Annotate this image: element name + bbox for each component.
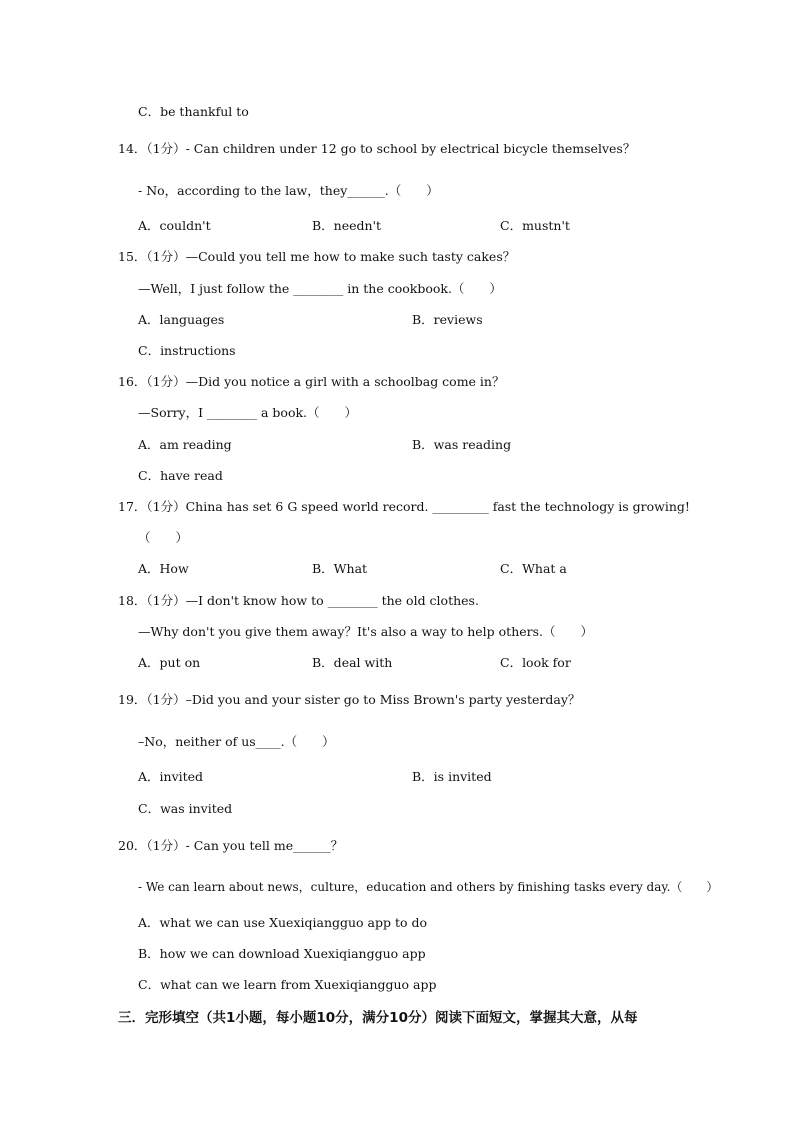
q15-reply: —Well，I just follow the ________ in the cookbook.（ ） (138, 281, 502, 296)
q18-option-c: C．look for (500, 655, 571, 670)
q18-reply: —Why don't you give them away？It's also a way to help others.（ ） (138, 624, 594, 639)
q19-option-a: A．invited (138, 769, 204, 784)
q16-option-b: B．was reading (412, 437, 512, 452)
section-3-heading: 三．完形填空（共1小题，每小题10分，满分10分）阅读下面短文，掌握其大意，从每 (118, 1010, 638, 1026)
q20-option-c: C．what can we learn from Xuexiqiangguo app (138, 977, 437, 992)
q17-option-b: B．What (312, 561, 368, 576)
q15-option-b: B．reviews (412, 312, 483, 327)
q20-stem: 20．（1分）- Can you tell me______？ (118, 838, 344, 853)
q16-option-c: C．have read (138, 468, 223, 483)
q17-reply: （ ） (138, 530, 189, 545)
q14-option-a: A．couldn't (138, 218, 211, 233)
q17-stem: 17．（1分）China has set 6 G speed world record. _________ fast the technology is growing! (118, 499, 690, 514)
q20-option-a: A．what we can use Xuexiqiangguo app to do (138, 915, 428, 930)
q16-stem: 16．（1分）—Did you notice a girl with a schoolbag come in？ (118, 374, 505, 389)
q18-option-b: B．deal with (312, 655, 393, 670)
q17-option-c: C．What a (500, 561, 567, 576)
q20-option-b: B．how we can download Xuexiqiangguo app (138, 946, 426, 961)
q15-option-a: A．languages (138, 312, 225, 327)
q14-option-b: B．needn't (312, 218, 382, 233)
q14-stem: 14．（1分）- Can children under 12 go to school by electrical bicycle themselves？ (118, 141, 636, 156)
q15-option-c: C．instructions (138, 343, 236, 358)
prev-option-c: C．be thankful to (138, 104, 249, 119)
q16-option-a: A．am reading (138, 437, 232, 452)
q15-stem: 15．（1分）—Could you tell me how to make such tasty cakes？ (118, 249, 516, 264)
q19-option-b: B．is invited (412, 769, 492, 784)
q19-reply: –No，neither of us____.（ ） (138, 734, 335, 749)
q20-reply: - We can learn about news，culture，education and others by finishing tasks every day.（ ） (138, 880, 719, 894)
q17-option-a: A．How (138, 561, 189, 576)
q19-stem: 19．（1分）–Did you and your sister go to Miss Brown's party yesterday？ (118, 692, 581, 707)
q14-option-c: C．mustn't (500, 218, 570, 233)
q16-reply: —Sorry，I ________ a book.（ ） (138, 405, 358, 420)
q14-reply: - No，according to the law，they______.（ ） (138, 183, 439, 198)
q19-option-c: C．was invited (138, 801, 233, 816)
q18-stem: 18．（1分）—I don't know how to ________ the old clothes. (118, 593, 479, 608)
q18-option-a: A．put on (138, 655, 201, 670)
